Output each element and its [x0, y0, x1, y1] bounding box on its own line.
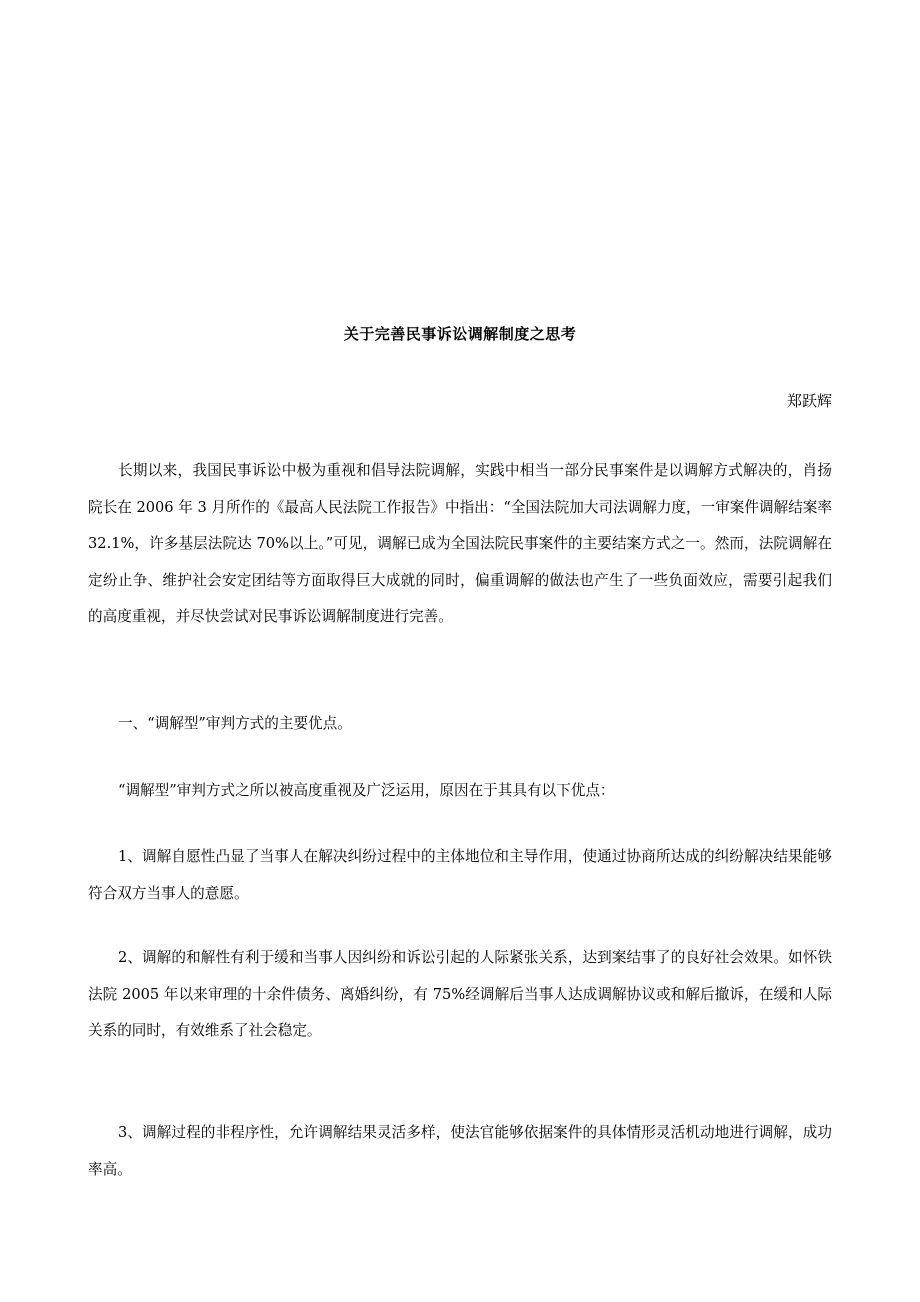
- paragraph-point-1: 1、调解自愿性凸显了当事人在解决纠纷过程中的主体地位和主导作用，使通过协商所达成的纠纷解决结果能够符合双方当事人的意愿。: [88, 848, 832, 902]
- paragraph-advantages-lead: “调解型”审判方式之所以被高度重视及广泛运用，原因在于其具有以下优点：: [118, 782, 615, 799]
- section-heading-1: 一、“调解型”审判方式的主要优点。: [118, 715, 352, 732]
- paragraph-point-2: 2、调解的和解性有利于缓和当事人因纠纷和诉讼引起的人际紧张关系，达到案结事了的良好社会效果。如怀铁法院 2005 年以来审理的十余件债务、离婚纠纷，有 75%经调解后当事人达成调解协议或和解后撤诉，在缓和人际关系的同时，有效维系了社会稳定。: [88, 949, 832, 1040]
- document-author: 郑跃辉: [786, 392, 832, 410]
- paragraph-intro: 长期以来，我国民事诉讼中极为重视和倡导法院调解，实践中相当一部分民事案件是以调解方式解决的，肖扬院长在 2006 年 3 月所作的《最高人民法院工作报告》中指出：“全国法院加大司法调解力度，一审案件调解结案率 32.1%，许多基层法院达 70%以上。”可见，调解已成为全国法院民事案件的主要结案方式之一。然而，法院调解在定纷止争、维护社会安定团结等方面取得巨大成就的同时，偏重调解的做法也产生了一些负面效应，需要引起我们的高度重视，并尽快尝试对民事诉讼调解制度进行完善。: [88, 462, 832, 626]
- document-title: 关于完善民事诉讼调解制度之思考: [343, 325, 577, 343]
- paragraph-point-3: 3、调解过程的非程序性，允许调解结果灵活多样，使法官能够依据案件的具体情形灵活机动地进行调解，成功率高。: [88, 1124, 832, 1178]
